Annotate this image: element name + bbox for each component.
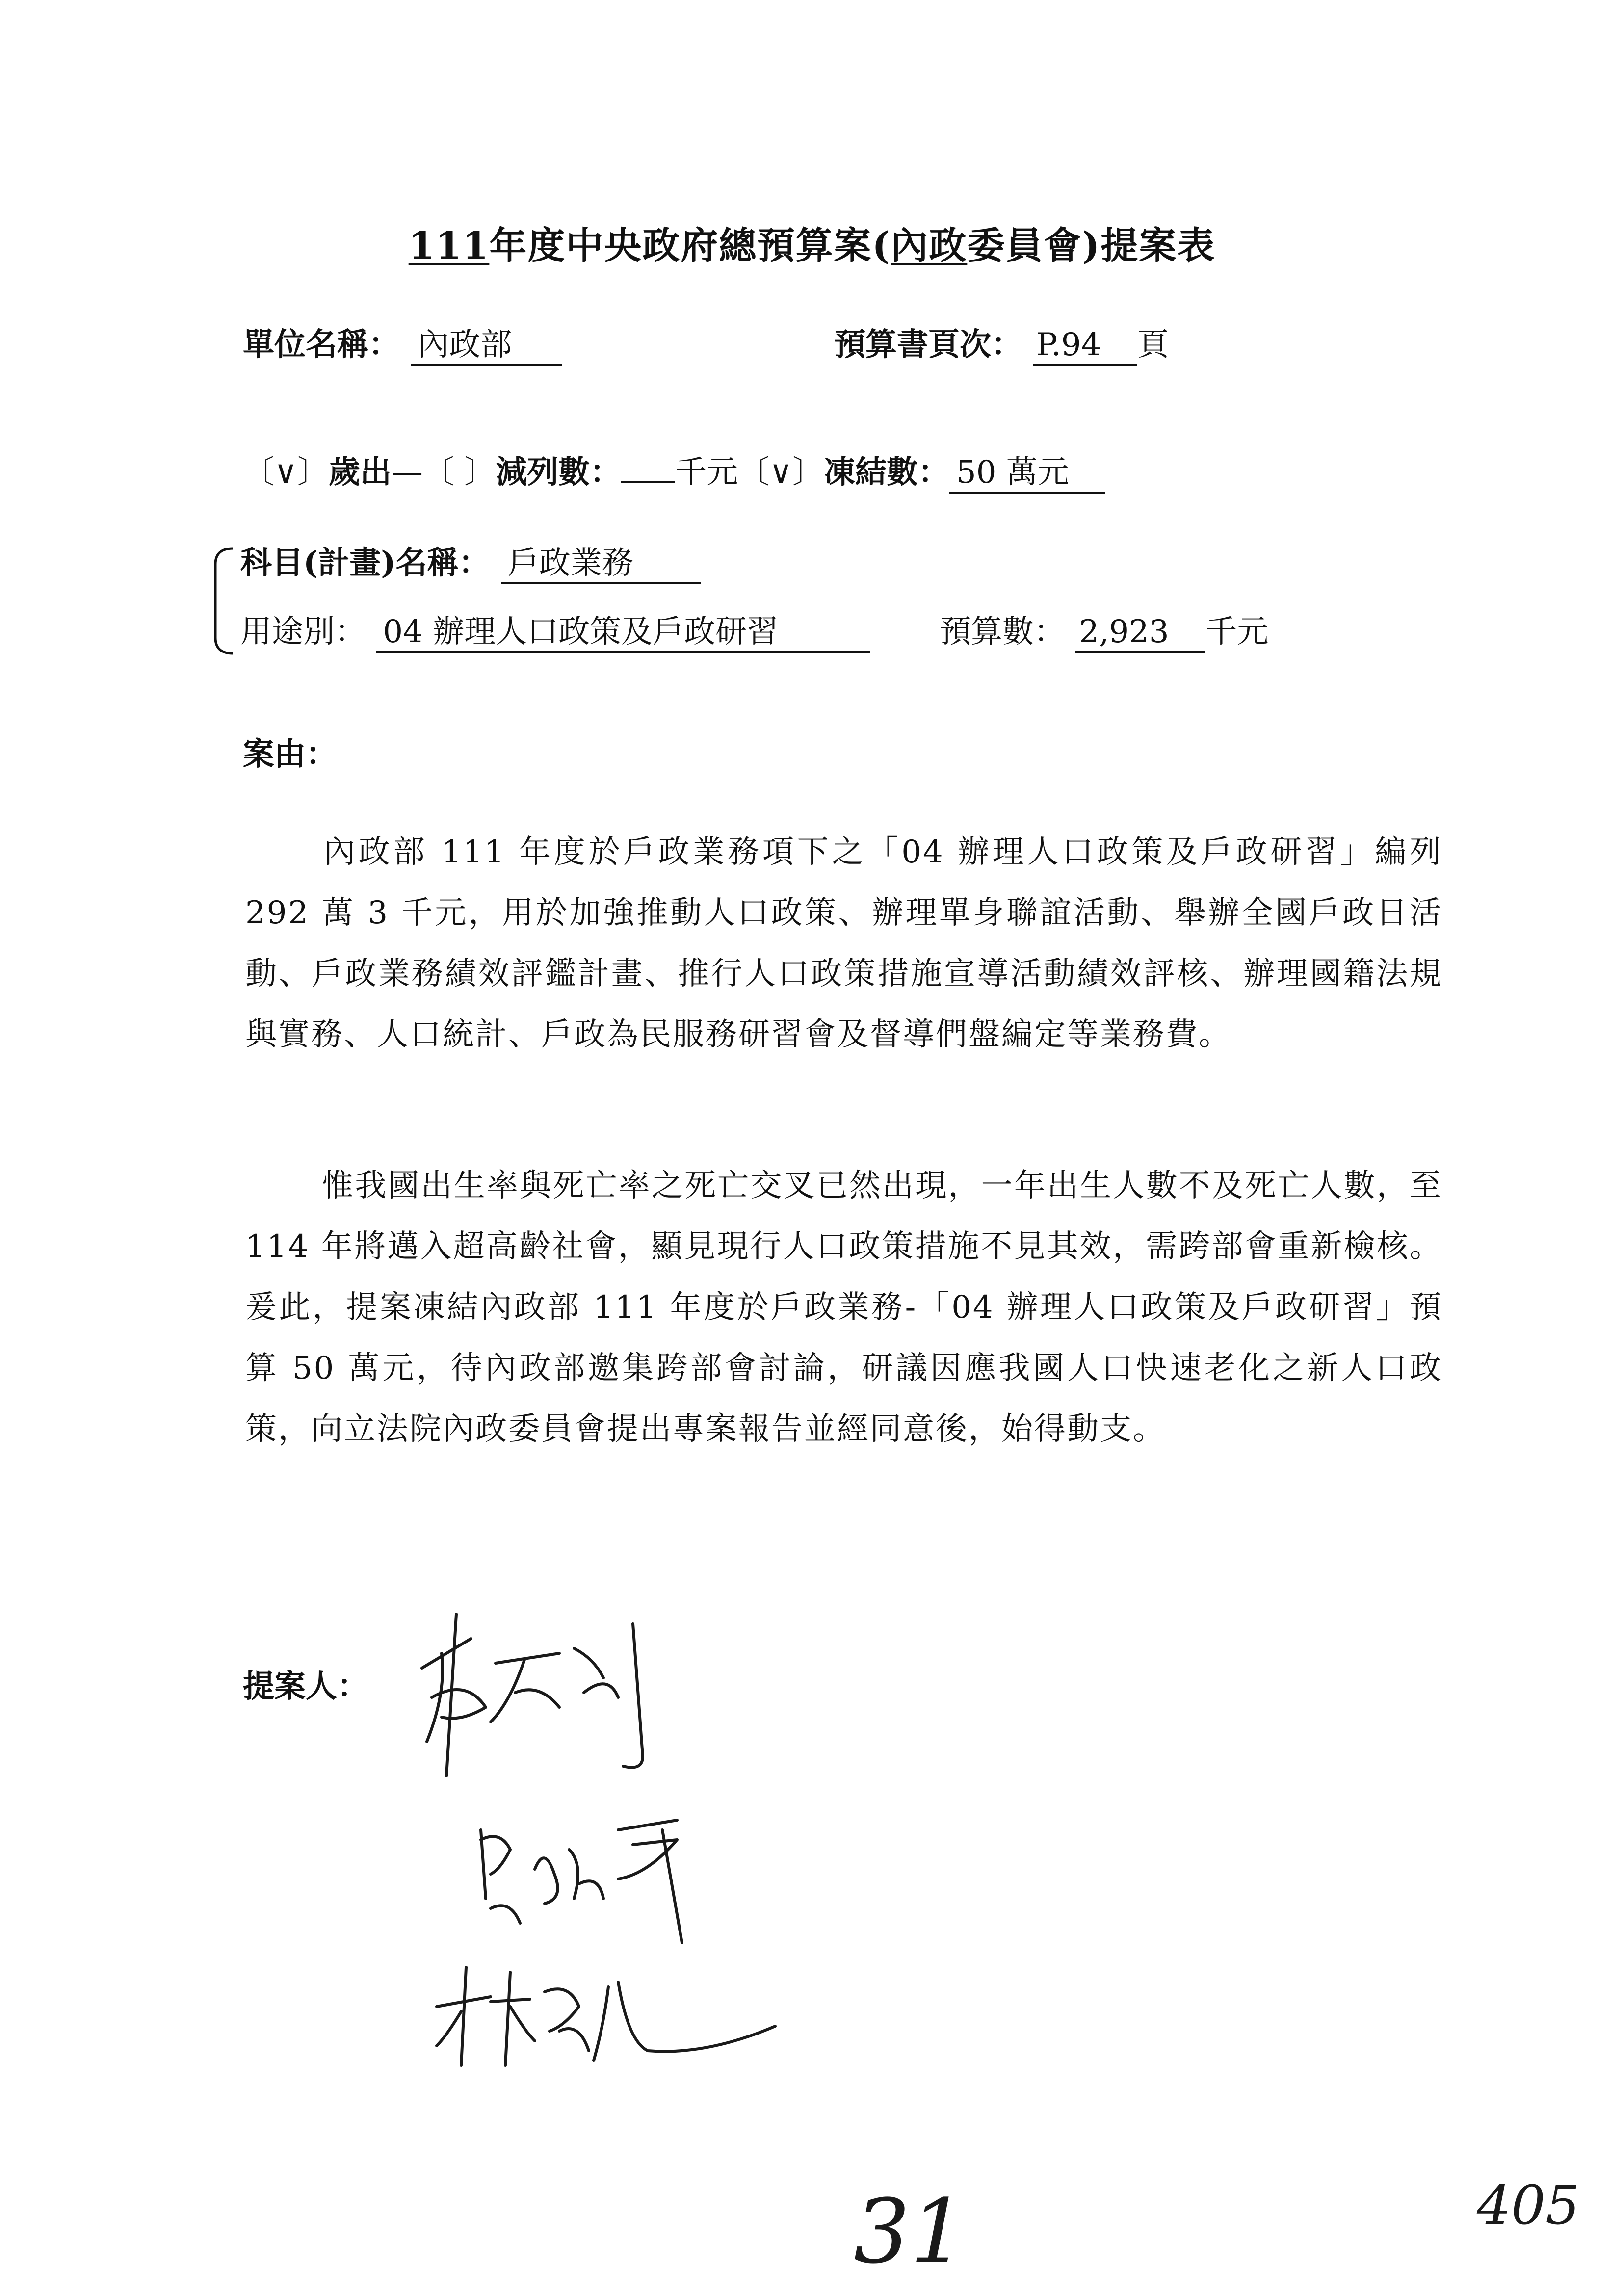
- subject-value: 戶政業務: [501, 545, 701, 584]
- expenditure-label: 歲出: [328, 454, 392, 491]
- reason-paragraph-1: [245, 822, 1442, 1065]
- handwritten-corner-number: 405: [1477, 2174, 1580, 2237]
- reduction-label: 減列數：: [496, 454, 622, 491]
- reason-paragraph-2: [245, 1155, 1442, 1460]
- budget-amount-unit: 千元: [1205, 614, 1269, 650]
- freeze-checkbox: 〔∨〕: [738, 454, 824, 491]
- title-part2: 委員會)提案表: [967, 224, 1216, 267]
- bracket-icon: [209, 545, 238, 657]
- proposer-label: 提案人：: [243, 1668, 368, 1705]
- title-year: 111: [408, 224, 490, 267]
- reduction-checkbox: 〔 〕: [422, 454, 496, 491]
- unit-value: 內政部: [411, 326, 562, 366]
- budget-page-label: 預算書頁次：: [834, 326, 1022, 363]
- unit-row: [243, 326, 562, 366]
- budget-amount-row: [940, 613, 1268, 653]
- budget-amount-value: 2,923: [1075, 613, 1205, 653]
- handwritten-page-number: 31: [854, 2181, 967, 2283]
- budget-amount-label: 預算數：: [940, 614, 1065, 650]
- budget-page-suffix: 頁: [1137, 327, 1169, 363]
- signature-2-icon: [471, 1800, 707, 1948]
- subject-row: [240, 545, 701, 584]
- dash-separator: —: [391, 454, 423, 491]
- budget-page-row: [834, 326, 1169, 366]
- reduction-blank: [621, 481, 675, 483]
- signature-1-icon: [412, 1594, 667, 1781]
- reason-paragraph-1-text: 內政部 111 年度於戶政業務項下之「04 辦理人口政策及戶政研習」編列 292 萬 3 千元，用於加強推動人口政策、辦理單身聯誼活動、舉辦全國戶政日活動、戶政業務績效評鑑計畫、推行人口政策措施宣導活動績效評核、辦理國籍法規與實務、人口統計、戶政為民服務研習會及督導們盤編定等業務費。: [245, 834, 1442, 1053]
- reduction-unit: 千元: [675, 454, 738, 491]
- reason-paragraph-2-text: 惟我國出生率與死亡率之死亡交叉已然出現，一年出生人數不及死亡人數，至 114 年將邁入超高齡社會，顯見現行人口政策措施不見其效，需跨部會重新檢核。爰此，提案凍結內政部 111 年度於戶政業務-「04 辦理人口政策及戶政研習」預算 50 萬元，待內政部邀集跨部會討論，研議因應我國人口快速老化之新人口政策，向立法院內政委員會提出專案報告並經同意後，始得動支。: [245, 1168, 1442, 1447]
- subject-label: 科目(計畫)名稱：: [240, 545, 490, 581]
- budget-options-row: [243, 454, 1105, 494]
- budget-page-value: P.94: [1033, 326, 1137, 366]
- document-title: [0, 223, 1624, 268]
- expenditure-checkbox: 〔∨〕: [243, 454, 329, 491]
- usage-row: [240, 613, 870, 653]
- freeze-value: 50 萬元: [949, 454, 1105, 494]
- unit-label: 單位名稱：: [243, 326, 400, 363]
- signature-3-icon: [432, 1953, 785, 2080]
- freeze-label: 凍結數：: [824, 454, 950, 491]
- title-committee: 內政: [891, 224, 968, 267]
- usage-value: 04 辦理人口政策及戶政研習: [376, 613, 870, 653]
- reason-label: 案由：: [243, 736, 337, 773]
- usage-label: 用途別：: [240, 614, 366, 650]
- title-part1: 年度中央政府總預算案(: [489, 224, 891, 267]
